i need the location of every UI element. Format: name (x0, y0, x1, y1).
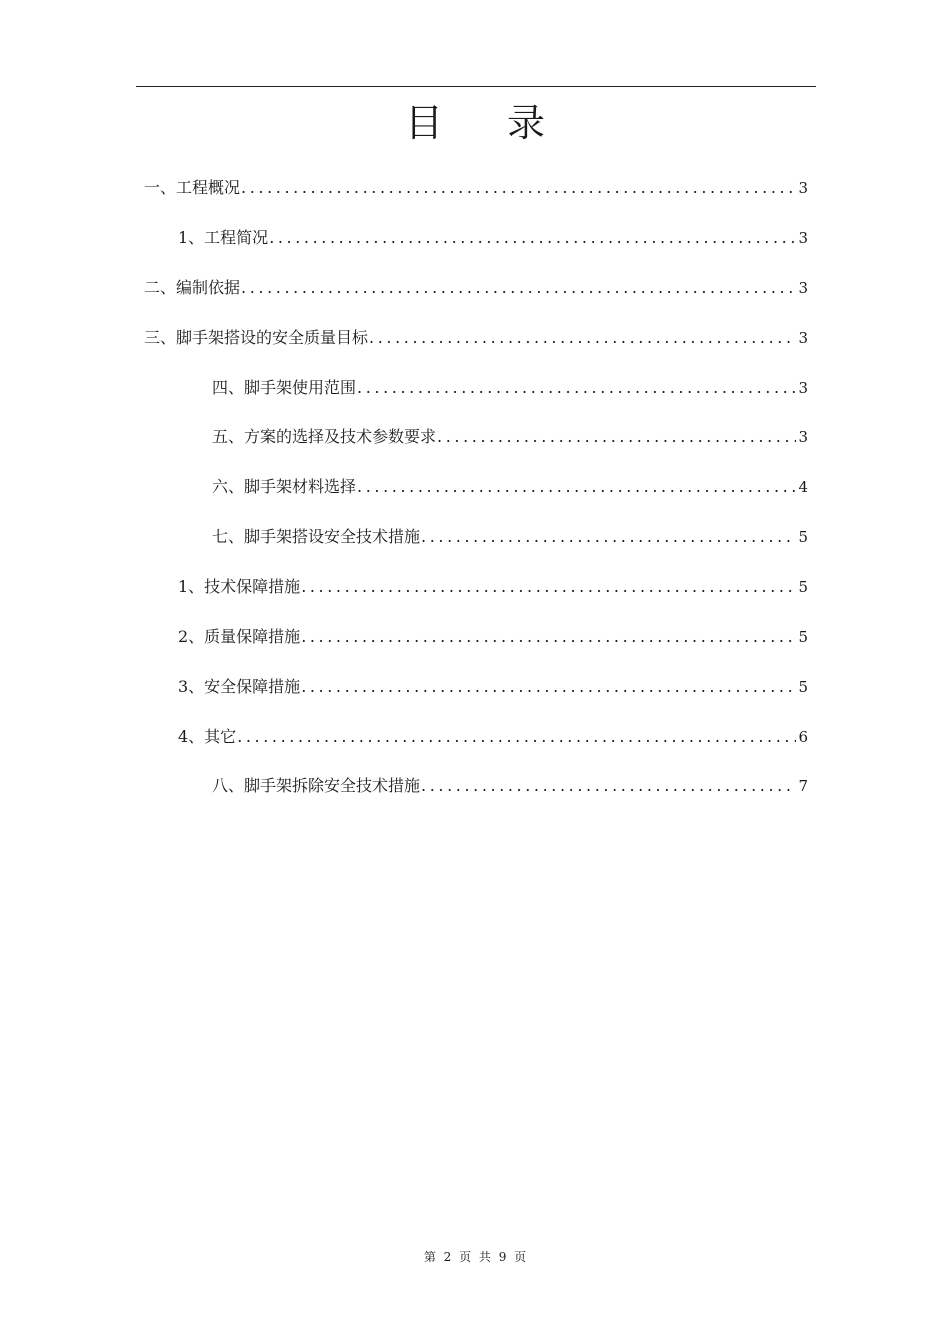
dot-leader (301, 625, 796, 649)
toc-entry-page: 3 (798, 428, 808, 446)
toc-entry-page: 5 (798, 678, 808, 696)
toc-entry[interactable] (144, 176, 808, 200)
toc-entry-label: 四、脚手架使用范围 (212, 378, 357, 397)
dot-leader (269, 226, 796, 250)
toc-entry-label: 七、脚手架搭设安全技术措施 (212, 527, 421, 546)
dot-leader (437, 425, 796, 449)
toc-entry-page: 6 (798, 728, 808, 746)
document-title: 目录 (404, 101, 609, 145)
page-footer: 第 2 页 共 9 页 (423, 1250, 527, 1264)
toc-entry-page: 5 (798, 578, 808, 596)
toc-entry[interactable] (144, 276, 808, 300)
toc-entry[interactable] (212, 376, 808, 400)
toc-entry-label: 1、技术保障措施 (178, 577, 301, 596)
toc-entry-page: 3 (798, 379, 808, 397)
toc-entry[interactable] (144, 326, 808, 350)
toc-entry-page: 5 (798, 528, 808, 546)
dot-leader (301, 575, 796, 599)
toc-entry-label: 2、质量保障措施 (178, 627, 301, 646)
toc-entry-page: 3 (798, 329, 808, 347)
toc-entry-page: 5 (798, 628, 808, 646)
toc-entry-page: 4 (798, 478, 808, 496)
dot-leader (357, 475, 796, 499)
toc-entry-page: 3 (798, 229, 808, 247)
dot-leader (237, 725, 796, 749)
toc-entry[interactable] (178, 675, 808, 699)
toc-entry-page: 3 (798, 179, 808, 197)
dot-leader (421, 774, 796, 798)
toc-entry-label: 六、脚手架材料选择 (212, 477, 357, 496)
toc-entry-label: 一、工程概况 (144, 178, 241, 197)
toc-entry[interactable] (178, 625, 808, 649)
dot-leader (241, 276, 796, 300)
toc-entry[interactable] (212, 475, 808, 499)
toc-entry-label: 二、编制依据 (144, 278, 241, 297)
dot-leader (421, 525, 796, 549)
dot-leader (369, 326, 796, 350)
toc-entry[interactable] (178, 226, 808, 250)
toc-entry[interactable] (212, 525, 808, 549)
dot-leader (357, 376, 796, 400)
toc-entry[interactable] (212, 425, 808, 449)
toc-entry-label: 八、脚手架拆除安全技术措施 (212, 776, 421, 795)
toc-entry-label: 五、方案的选择及技术参数要求 (212, 427, 437, 446)
toc-entry-label: 4、其它 (178, 727, 237, 746)
dot-leader (241, 176, 796, 200)
toc-entry-label: 三、脚手架搭设的安全质量目标 (144, 328, 369, 347)
toc-entry[interactable] (212, 774, 808, 798)
toc-entry-page: 7 (798, 777, 808, 795)
dot-leader (301, 675, 796, 699)
toc-entry-label: 3、安全保障措施 (178, 677, 301, 696)
toc-entry[interactable] (178, 575, 808, 599)
toc-entry-label: 1、工程简况 (178, 228, 269, 247)
toc-entry-page: 3 (798, 279, 808, 297)
toc-entry[interactable] (178, 725, 808, 749)
